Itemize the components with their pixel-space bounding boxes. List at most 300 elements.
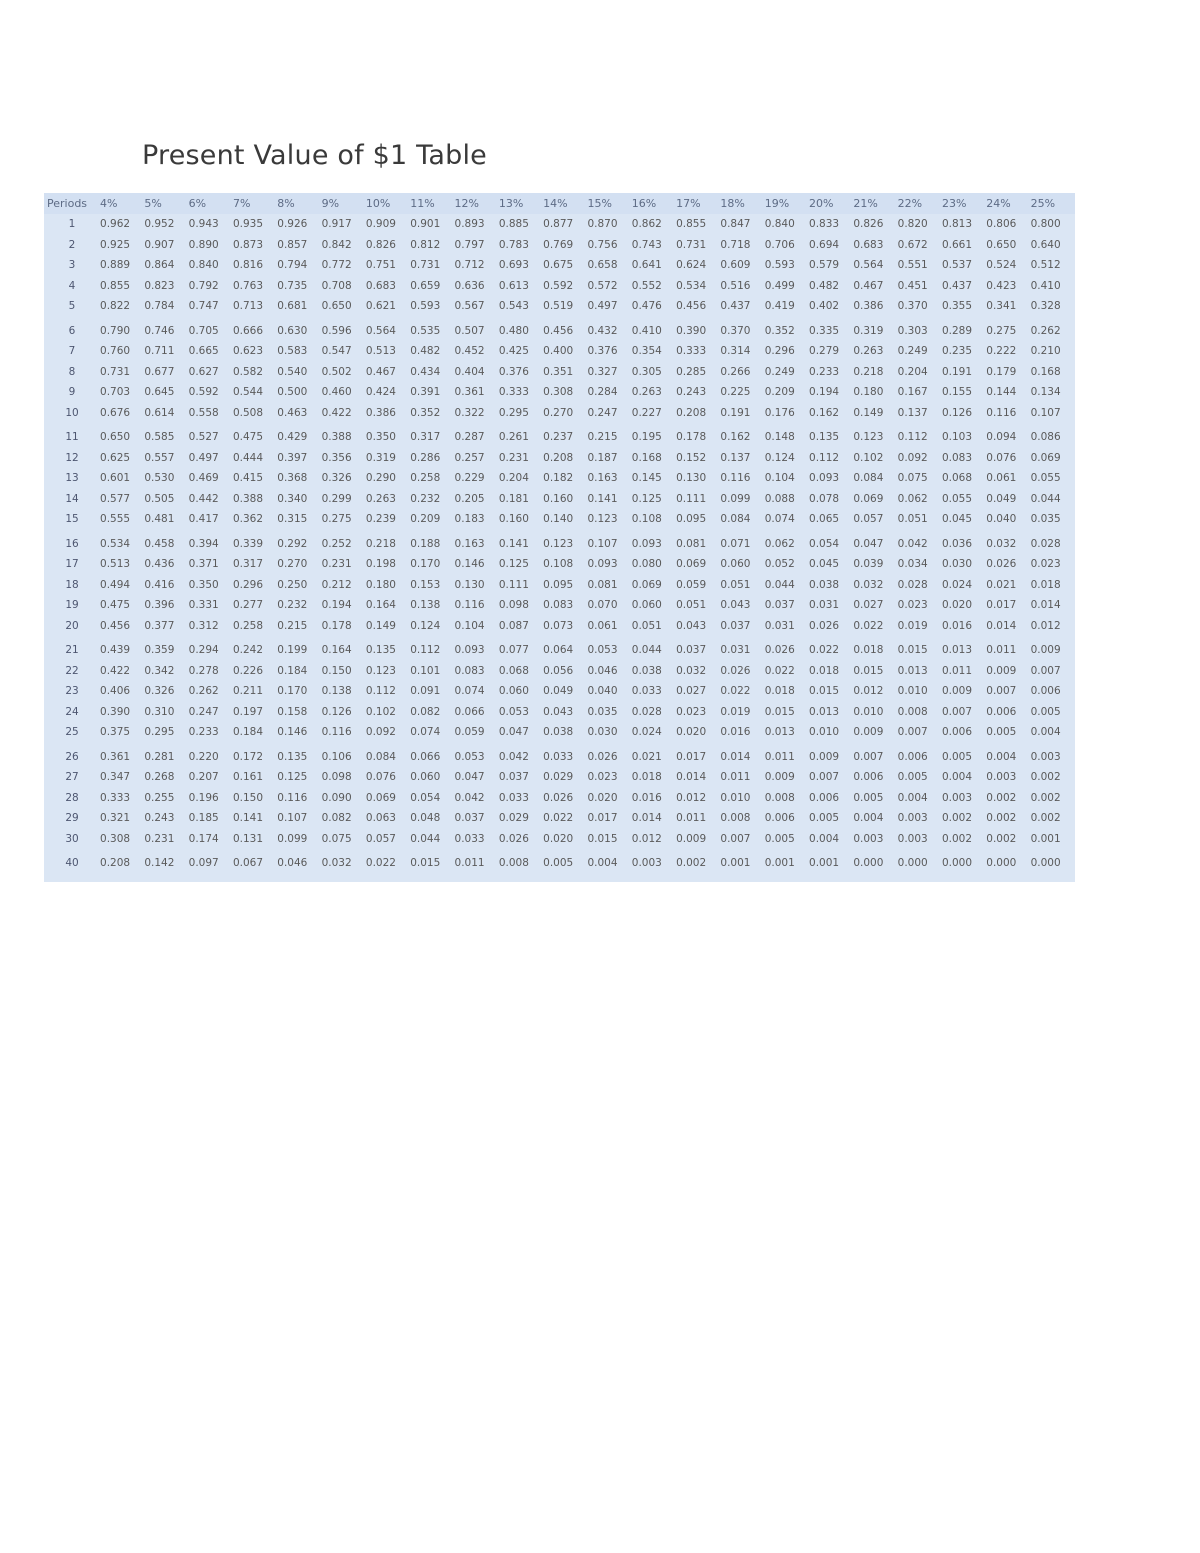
pv-cell: 0.319	[853, 324, 884, 337]
pv-cell: 0.006	[986, 705, 1017, 718]
pv-cell: 0.333	[676, 345, 707, 358]
pv-cell: 0.847	[720, 218, 751, 231]
pv-cell: 0.326	[321, 472, 352, 485]
pv-cell: 0.135	[809, 431, 840, 444]
pv-cell: 0.481	[144, 513, 175, 526]
pv-cell: 0.005	[941, 750, 973, 763]
pv-cell: 0.066	[454, 705, 485, 718]
pv-cell: 0.076	[365, 771, 396, 784]
pv-cell: 0.547	[321, 345, 352, 358]
table-row	[44, 448, 1075, 469]
pv-cell: 0.094	[986, 431, 1017, 444]
pv-cell: 0.125	[277, 771, 308, 784]
pv-cell: 0.097	[188, 857, 219, 870]
pv-cell: 0.048	[410, 812, 441, 825]
pv-cell: 0.262	[1030, 324, 1061, 337]
pv-cell: 0.237	[543, 431, 574, 444]
pv-cell: 0.857	[277, 238, 308, 251]
pv-cell: 0.022	[543, 812, 574, 825]
pv-cell: 0.494	[100, 578, 131, 591]
pv-cell: 0.731	[676, 238, 707, 251]
pv-cell: 0.296	[232, 578, 264, 591]
header-periods: Periods	[44, 193, 100, 214]
period-cell: 19	[65, 599, 79, 612]
pv-cell: 0.091	[410, 685, 441, 698]
table-row	[44, 554, 1075, 575]
pv-cell: 0.116	[454, 599, 485, 612]
pv-cell: 0.665	[188, 345, 219, 358]
pv-cell: 0.308	[543, 386, 574, 399]
pv-cell: 0.162	[720, 431, 751, 444]
pv-cell: 0.194	[321, 599, 352, 612]
pv-cell: 0.207	[188, 771, 219, 784]
pv-cell: 0.023	[676, 705, 707, 718]
pv-cell: 0.077	[498, 644, 529, 657]
pv-cell: 0.812	[410, 238, 441, 251]
pv-cell: 0.524	[986, 259, 1017, 272]
pv-cell: 0.083	[454, 664, 485, 677]
pv-cell: 0.314	[720, 345, 751, 358]
pv-cell: 0.046	[587, 664, 618, 677]
pv-cell: 0.047	[853, 537, 884, 550]
pv-cell: 0.191	[720, 406, 751, 419]
pv-cell: 0.008	[897, 705, 928, 718]
pv-cell: 0.800	[1030, 218, 1061, 231]
pv-cell: 0.023	[587, 771, 618, 784]
pv-cell: 0.014	[986, 619, 1017, 632]
pv-cell: 0.107	[277, 812, 308, 825]
pv-cell: 0.018	[631, 771, 662, 784]
pv-cell: 0.877	[543, 218, 574, 231]
pv-cell: 0.402	[809, 300, 840, 313]
pv-cell: 0.116	[986, 406, 1017, 419]
pv-cell: 0.015	[897, 644, 928, 657]
pv-cell: 0.211	[232, 685, 264, 698]
pv-cell: 0.250	[277, 578, 308, 591]
pv-cell: 0.331	[188, 599, 219, 612]
pv-cell: 0.870	[587, 218, 618, 231]
pv-cell: 0.185	[188, 812, 219, 825]
page-title: Present Value of $1 Table	[142, 140, 487, 171]
table-row	[44, 489, 1075, 510]
pv-cell: 0.033	[631, 685, 662, 698]
pv-cell: 0.650	[100, 431, 131, 444]
pv-cell: 0.281	[144, 750, 175, 763]
header-rate: 4%	[100, 193, 144, 214]
pv-cell: 0.806	[986, 218, 1017, 231]
pv-cell: 0.683	[853, 238, 884, 251]
pv-cell: 0.076	[986, 451, 1017, 464]
pv-cell: 0.037	[720, 619, 751, 632]
pv-cell: 0.044	[1030, 492, 1061, 505]
pv-cell: 0.583	[277, 345, 308, 358]
table-row	[44, 616, 1075, 637]
pv-cell: 0.469	[188, 472, 219, 485]
pv-cell: 0.456	[543, 324, 574, 337]
pv-cell: 0.168	[1030, 365, 1061, 378]
pv-cell: 0.215	[277, 619, 308, 632]
pv-cell: 0.813	[941, 218, 973, 231]
pv-cell: 0.062	[764, 537, 795, 550]
pv-cell: 0.015	[587, 832, 618, 845]
pv-cell: 0.042	[897, 537, 928, 550]
period-cell: 26	[65, 750, 79, 763]
pv-cell: 0.012	[853, 685, 884, 698]
pv-cell: 0.093	[809, 472, 840, 485]
pv-cell: 0.010	[809, 726, 840, 739]
pv-cell: 0.703	[100, 386, 131, 399]
table-row	[44, 214, 1075, 235]
pv-cell: 0.102	[853, 451, 884, 464]
pv-cell: 0.063	[365, 812, 396, 825]
pv-cell: 0.001	[1030, 832, 1061, 845]
pv-cell: 0.179	[986, 365, 1017, 378]
pv-cell: 0.106	[321, 750, 352, 763]
pv-cell: 0.321	[100, 812, 131, 825]
pv-cell: 0.340	[277, 492, 308, 505]
pv-cell: 0.000	[941, 857, 973, 870]
pv-cell: 0.425	[498, 345, 529, 358]
pv-cell: 0.003	[897, 812, 928, 825]
pv-cell: 0.152	[676, 451, 707, 464]
pv-cell: 0.074	[764, 513, 795, 526]
pv-cell: 0.125	[498, 558, 529, 571]
pv-cell: 0.437	[941, 279, 973, 292]
pv-cell: 0.623	[232, 345, 264, 358]
pv-cell: 0.388	[232, 492, 264, 505]
pv-cell: 0.180	[853, 386, 884, 399]
pv-cell: 0.540	[277, 365, 308, 378]
pv-cell: 0.150	[232, 791, 264, 804]
pv-cell: 0.017	[986, 599, 1017, 612]
pv-cell: 0.499	[764, 279, 795, 292]
pv-cell: 0.011	[454, 857, 485, 870]
pv-cell: 0.098	[498, 599, 529, 612]
pv-cell: 0.676	[100, 406, 131, 419]
pv-cell: 0.305	[631, 365, 662, 378]
pv-cell: 0.007	[809, 771, 840, 784]
pv-cell: 0.095	[543, 578, 574, 591]
pv-cell: 0.004	[587, 857, 618, 870]
pv-cell: 0.028	[897, 578, 928, 591]
pv-cell: 0.231	[321, 558, 352, 571]
pv-cell: 0.377	[144, 619, 175, 632]
pv-cell: 0.527	[188, 431, 219, 444]
pv-cell: 0.009	[986, 664, 1017, 677]
pv-cell: 0.026	[986, 558, 1017, 571]
pv-cell: 0.112	[410, 644, 441, 657]
pv-cell: 0.534	[100, 537, 131, 550]
pv-cell: 0.394	[188, 537, 219, 550]
pv-cell: 0.002	[941, 832, 973, 845]
pv-cell: 0.137	[720, 451, 751, 464]
pv-cell: 0.907	[144, 238, 175, 251]
pv-cell: 0.624	[676, 259, 707, 272]
pv-cell: 0.658	[587, 259, 618, 272]
pv-cell: 0.613	[498, 279, 529, 292]
pv-cell: 0.005	[853, 791, 884, 804]
pv-cell: 0.035	[1030, 513, 1061, 526]
pv-cell: 0.255	[144, 791, 175, 804]
pv-cell: 0.167	[897, 386, 928, 399]
pv-cell: 0.636	[454, 279, 485, 292]
pv-cell: 0.263	[365, 492, 396, 505]
pv-cell: 0.178	[676, 431, 707, 444]
pv-cell: 0.711	[144, 345, 175, 358]
pv-cell: 0.456	[676, 300, 707, 313]
pv-cell: 0.231	[144, 832, 175, 845]
pv-cell: 0.064	[543, 644, 574, 657]
pv-cell: 0.049	[543, 685, 574, 698]
pv-cell: 0.229	[454, 472, 485, 485]
pv-cell: 0.060	[410, 771, 441, 784]
pv-cell: 0.476	[631, 300, 662, 313]
pv-cell: 0.066	[410, 750, 441, 763]
pv-cell: 0.713	[232, 300, 264, 313]
pv-cell: 0.082	[410, 705, 441, 718]
pv-cell: 0.032	[321, 857, 352, 870]
pv-cell: 0.287	[454, 431, 485, 444]
table-row	[44, 681, 1075, 702]
pv-cell: 0.232	[277, 599, 308, 612]
pv-cell: 0.012	[631, 832, 662, 845]
pv-cell: 0.424	[365, 386, 396, 399]
pv-cell: 0.038	[809, 578, 840, 591]
pv-cell: 0.823	[144, 279, 175, 292]
pv-cell: 0.308	[100, 832, 131, 845]
pv-cell: 0.943	[188, 218, 219, 231]
pv-cell: 0.135	[277, 750, 308, 763]
pv-cell: 0.693	[498, 259, 529, 272]
pv-cell: 0.153	[410, 578, 441, 591]
pv-cell: 0.258	[232, 619, 264, 632]
pv-cell: 0.123	[365, 664, 396, 677]
table-row	[44, 276, 1075, 297]
pv-cell: 0.102	[365, 705, 396, 718]
pv-cell: 0.047	[498, 726, 529, 739]
table-row	[44, 235, 1075, 256]
table-row	[44, 362, 1075, 383]
pv-cell: 0.220	[188, 750, 219, 763]
table-row	[44, 829, 1075, 850]
pv-cell: 0.885	[498, 218, 529, 231]
pv-cell: 0.772	[321, 259, 352, 272]
pv-cell: 0.031	[809, 599, 840, 612]
pv-cell: 0.104	[454, 619, 485, 632]
pv-cell: 0.178	[321, 619, 352, 632]
pv-cell: 0.322	[454, 406, 485, 419]
pv-cell: 0.864	[144, 259, 175, 272]
period-cell: 11	[65, 431, 79, 444]
pv-cell: 0.535	[410, 324, 441, 337]
pv-cell: 0.054	[410, 791, 441, 804]
pv-cell: 0.029	[543, 771, 574, 784]
pv-cell: 0.060	[498, 685, 529, 698]
pv-cell: 0.004	[1030, 726, 1061, 739]
pv-cell: 0.007	[853, 750, 884, 763]
pv-cell: 0.053	[454, 750, 485, 763]
pv-cell: 0.355	[941, 300, 973, 313]
pv-cell: 0.060	[720, 558, 751, 571]
pv-cell: 0.557	[144, 451, 175, 464]
pv-cell: 0.006	[764, 812, 795, 825]
pv-cell: 0.022	[720, 685, 751, 698]
pv-cell: 0.258	[410, 472, 441, 485]
header-rate: 16%	[632, 193, 676, 214]
pv-cell: 0.093	[454, 644, 485, 657]
pv-cell: 0.099	[277, 832, 308, 845]
table-row	[44, 767, 1075, 788]
pv-cell: 0.534	[676, 279, 707, 292]
pv-cell: 0.675	[543, 259, 574, 272]
pv-cell: 0.184	[277, 664, 308, 677]
pv-cell: 0.078	[809, 492, 840, 505]
pv-cell: 0.074	[454, 685, 485, 698]
pv-cell: 0.218	[853, 365, 884, 378]
pv-cell: 0.070	[587, 599, 618, 612]
pv-cell: 0.011	[986, 644, 1017, 657]
table-row	[44, 382, 1075, 403]
pv-cell: 0.371	[188, 558, 219, 571]
pv-cell: 0.712	[454, 259, 485, 272]
pv-cell: 0.026	[809, 619, 840, 632]
pv-cell: 0.116	[720, 472, 751, 485]
pv-cell: 0.002	[676, 857, 707, 870]
pv-cell: 0.390	[676, 324, 707, 337]
pv-cell: 0.022	[764, 664, 795, 677]
pv-cell: 0.926	[277, 218, 308, 231]
pv-cell: 0.125	[631, 492, 662, 505]
pv-cell: 0.092	[365, 726, 396, 739]
pv-cell: 0.123	[587, 513, 618, 526]
pv-cell: 0.020	[587, 791, 618, 804]
pv-cell: 0.577	[100, 492, 131, 505]
pv-cell: 0.475	[232, 431, 264, 444]
pv-cell: 0.007	[720, 832, 751, 845]
period-cell: 14	[65, 492, 79, 505]
pv-cell: 0.295	[498, 406, 529, 419]
pv-cell: 0.285	[676, 365, 707, 378]
pv-cell: 0.162	[809, 406, 840, 419]
pv-cell: 0.001	[720, 857, 751, 870]
pv-cell: 0.925	[100, 238, 131, 251]
pv-cell: 0.935	[232, 218, 264, 231]
pv-cell: 0.257	[454, 451, 485, 464]
pv-cell: 0.335	[809, 324, 840, 337]
period-cell: 15	[65, 513, 79, 526]
pv-cell: 0.018	[764, 685, 795, 698]
pv-cell: 0.033	[454, 832, 485, 845]
period-cell: 18	[65, 578, 79, 591]
pv-cell: 0.833	[809, 218, 840, 231]
pv-cell: 0.317	[410, 431, 441, 444]
pv-cell: 0.361	[454, 386, 485, 399]
pv-cell: 0.001	[764, 857, 795, 870]
pv-cell: 0.404	[454, 365, 485, 378]
table-row	[44, 317, 1075, 342]
pv-cell: 0.071	[720, 537, 751, 550]
pv-cell: 0.069	[676, 558, 707, 571]
pv-cell: 0.107	[587, 537, 618, 550]
pv-cell: 0.247	[188, 705, 219, 718]
pv-cell: 0.731	[410, 259, 441, 272]
pv-cell: 0.640	[1030, 238, 1061, 251]
period-cell: 30	[65, 832, 79, 845]
header-rate: 19%	[765, 193, 809, 214]
pv-cell: 0.350	[188, 578, 219, 591]
pv-cell: 0.862	[631, 218, 662, 231]
pv-cell: 0.218	[365, 537, 396, 550]
pv-cell: 0.059	[454, 726, 485, 739]
table-row	[44, 575, 1075, 596]
pv-cell: 0.027	[676, 685, 707, 698]
pv-cell: 0.341	[986, 300, 1017, 313]
pv-cell: 0.497	[188, 451, 219, 464]
pv-cell: 0.572	[587, 279, 618, 292]
pv-cell: 0.233	[188, 726, 219, 739]
pv-cell: 0.743	[631, 238, 662, 251]
pv-cell: 0.467	[365, 365, 396, 378]
pv-cell: 0.141	[232, 812, 264, 825]
pv-cell: 0.502	[321, 365, 352, 378]
pv-cell: 0.184	[232, 726, 264, 739]
pv-cell: 0.840	[188, 259, 219, 272]
pv-cell: 0.107	[1030, 406, 1061, 419]
pv-cell: 0.278	[188, 664, 219, 677]
pv-cell: 0.352	[410, 406, 441, 419]
pv-cell: 0.279	[809, 345, 840, 358]
pv-cell: 0.028	[1030, 537, 1061, 550]
pv-cell: 0.140	[543, 513, 574, 526]
period-cell: 5	[68, 300, 76, 313]
pv-cell: 0.263	[631, 386, 662, 399]
pv-cell: 0.011	[941, 664, 973, 677]
pv-cell: 0.333	[498, 386, 529, 399]
pv-cell: 0.467	[853, 279, 884, 292]
header-rate: 25%	[1031, 193, 1075, 214]
pv-cell: 0.731	[100, 365, 131, 378]
pv-cell: 0.460	[321, 386, 352, 399]
pv-cell: 0.683	[365, 279, 396, 292]
pv-cell: 0.873	[232, 238, 264, 251]
pv-cell: 0.544	[232, 386, 264, 399]
pv-cell: 0.708	[321, 279, 352, 292]
table-row	[44, 595, 1075, 616]
pv-cell: 0.029	[498, 812, 529, 825]
pv-cell: 0.081	[587, 578, 618, 591]
pv-cell: 0.006	[941, 726, 973, 739]
pv-cell: 0.822	[100, 300, 131, 313]
pv-cell: 0.694	[809, 238, 840, 251]
pv-cell: 0.030	[587, 726, 618, 739]
header-rate: 10%	[366, 193, 410, 214]
pv-cell: 0.327	[587, 365, 618, 378]
pv-cell: 0.333	[100, 791, 131, 804]
period-cell: 6	[68, 324, 76, 337]
pv-cell: 0.037	[454, 812, 485, 825]
pv-cell: 0.148	[764, 431, 795, 444]
pv-cell: 0.593	[764, 259, 795, 272]
pv-cell: 0.317	[232, 558, 264, 571]
pv-cell: 0.952	[144, 218, 175, 231]
pv-cell: 0.579	[809, 259, 840, 272]
pv-cell: 0.249	[897, 345, 928, 358]
pv-cell: 0.051	[897, 513, 928, 526]
pv-cell: 0.609	[720, 259, 751, 272]
pv-cell: 0.087	[498, 619, 529, 632]
pv-cell: 0.436	[144, 558, 175, 571]
pv-cell: 0.855	[676, 218, 707, 231]
